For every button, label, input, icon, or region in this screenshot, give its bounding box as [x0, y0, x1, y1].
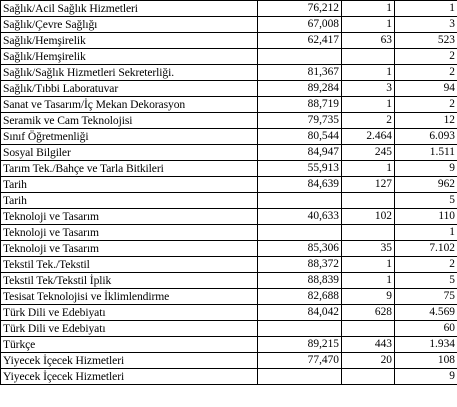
program-name-cell: Sınıf Öğretmenliği: [1, 129, 258, 145]
count-a-cell: 628: [342, 305, 395, 321]
count-b-cell: 108: [395, 353, 457, 369]
score-cell: 85,306: [258, 241, 342, 257]
table-row: [1, 369, 457, 385]
program-name-cell: Tarih: [1, 177, 258, 193]
table-row: [1, 65, 457, 81]
count-a-cell: [342, 193, 395, 209]
table-row: [1, 113, 457, 129]
program-name-cell: Türk Dili ve Edebiyatı: [1, 305, 258, 321]
program-name-cell: Türkçe: [1, 337, 258, 353]
count-a-cell: 2.464: [342, 129, 395, 145]
count-b-cell: 5: [395, 273, 457, 289]
program-name-cell: Seramik ve Cam Teknolojisi: [1, 113, 258, 129]
count-a-cell: 102: [342, 209, 395, 225]
table-row: [1, 337, 457, 353]
table-row: [1, 1, 457, 17]
program-name-cell: Tesisat Teknolojisi ve İklimlendirme: [1, 289, 258, 305]
program-name-cell: Yiyecek İçecek Hizmetleri: [1, 369, 258, 385]
count-a-cell: 127: [342, 177, 395, 193]
count-a-cell: 9: [342, 289, 395, 305]
program-name-cell: Tekstil Tek./Tekstil: [1, 257, 258, 273]
count-b-cell: 1.934: [395, 337, 457, 353]
program-name-cell: Tekstil Tek/Tekstil İplik: [1, 273, 258, 289]
score-cell: 77,470: [258, 353, 342, 369]
table-row: [1, 17, 457, 33]
score-cell: 81,367: [258, 65, 342, 81]
count-b-cell: 962: [395, 177, 457, 193]
count-a-cell: 35: [342, 241, 395, 257]
table-row: [1, 321, 457, 337]
table-row: [1, 81, 457, 97]
score-cell: [258, 49, 342, 65]
count-b-cell: 523: [395, 33, 457, 49]
score-cell: 84,947: [258, 145, 342, 161]
table-row: [1, 209, 457, 225]
table-row: [1, 241, 457, 257]
score-cell: [258, 369, 342, 385]
count-b-cell: 12: [395, 113, 457, 129]
program-name-cell: Yiyecek İçecek Hizmetleri: [1, 353, 258, 369]
score-cell: 88,372: [258, 257, 342, 273]
count-b-cell: 75: [395, 289, 457, 305]
score-cell: 40,633: [258, 209, 342, 225]
count-a-cell: 245: [342, 145, 395, 161]
table-row: [1, 273, 457, 289]
score-cell: [258, 321, 342, 337]
table-row: [1, 353, 457, 369]
table-row: [1, 49, 457, 65]
program-name-cell: Sosyal Bilgiler: [1, 145, 258, 161]
table-row: [1, 257, 457, 273]
table-row: [1, 305, 457, 321]
program-name-cell: Sanat ve Tasarım/İç Mekan Dekorasyon: [1, 97, 258, 113]
score-cell: 84,042: [258, 305, 342, 321]
count-b-cell: 94: [395, 81, 457, 97]
count-b-cell: 3: [395, 17, 457, 33]
program-name-cell: Sağlık/Tıbbi Laboratuvar: [1, 81, 258, 97]
score-cell: 76,212: [258, 1, 342, 17]
program-name-cell: Sağlık/Hemşirelik: [1, 49, 258, 65]
score-cell: 88,719: [258, 97, 342, 113]
program-name-cell: Teknoloji ve Tasarım: [1, 241, 258, 257]
count-a-cell: [342, 225, 395, 241]
score-cell: 62,417: [258, 33, 342, 49]
count-a-cell: 20: [342, 353, 395, 369]
table-row: [1, 161, 457, 177]
count-b-cell: 2: [395, 257, 457, 273]
score-cell: 67,008: [258, 17, 342, 33]
count-a-cell: 63: [342, 33, 395, 49]
program-name-cell: Tarih: [1, 193, 258, 209]
score-cell: 89,284: [258, 81, 342, 97]
program-name-cell: Teknoloji ve Tasarım: [1, 209, 258, 225]
program-name-cell: Sağlık/Sağlık Hizmetleri Sekreterliği.: [1, 65, 258, 81]
count-a-cell: 1: [342, 17, 395, 33]
score-cell: 79,735: [258, 113, 342, 129]
table-row: [1, 97, 457, 113]
program-name-cell: Sağlık/Acil Sağlık Hizmetleri: [1, 1, 258, 17]
count-a-cell: 1: [342, 161, 395, 177]
score-cell: 80,544: [258, 129, 342, 145]
count-a-cell: 1: [342, 1, 395, 17]
table-row: [1, 33, 457, 49]
table-row: [1, 177, 457, 193]
program-name-cell: Türk Dili ve Edebiyatı: [1, 321, 258, 337]
score-cell: 89,215: [258, 337, 342, 353]
table-row: [1, 225, 457, 241]
count-b-cell: 7.102: [395, 241, 457, 257]
count-b-cell: 5: [395, 193, 457, 209]
count-b-cell: 9: [395, 161, 457, 177]
count-a-cell: 1: [342, 97, 395, 113]
count-a-cell: [342, 369, 395, 385]
count-b-cell: 9: [395, 369, 457, 385]
program-name-cell: Teknoloji ve Tasarım: [1, 225, 258, 241]
count-b-cell: 4.569: [395, 305, 457, 321]
count-a-cell: 1: [342, 273, 395, 289]
program-name-cell: Tarım Tek./Bahçe ve Tarla Bitkileri: [1, 161, 258, 177]
count-b-cell: 1: [395, 225, 457, 241]
score-cell: 88,839: [258, 273, 342, 289]
table-row: [1, 129, 457, 145]
table-row: [1, 289, 457, 305]
count-a-cell: 3: [342, 81, 395, 97]
count-a-cell: 2: [342, 113, 395, 129]
program-name-cell: Sağlık/Hemşirelik: [1, 33, 258, 49]
count-b-cell: 110: [395, 209, 457, 225]
count-b-cell: 60: [395, 321, 457, 337]
table-body: [1, 1, 457, 385]
count-a-cell: 443: [342, 337, 395, 353]
count-b-cell: 6.093: [395, 129, 457, 145]
count-a-cell: 1: [342, 257, 395, 273]
program-name-cell: Sağlık/Çevre Sağlığı: [1, 17, 258, 33]
count-b-cell: 1: [395, 1, 457, 17]
count-a-cell: [342, 321, 395, 337]
table-row: [1, 193, 457, 209]
score-cell: [258, 225, 342, 241]
count-a-cell: [342, 49, 395, 65]
score-cell: 84,639: [258, 177, 342, 193]
table-row: [1, 145, 457, 161]
count-b-cell: 2: [395, 65, 457, 81]
count-b-cell: 2: [395, 97, 457, 113]
score-cell: 55,913: [258, 161, 342, 177]
count-b-cell: 2: [395, 49, 457, 65]
count-b-cell: 1.511: [395, 145, 457, 161]
count-a-cell: 1: [342, 65, 395, 81]
score-cell: 82,688: [258, 289, 342, 305]
score-cell: [258, 193, 342, 209]
